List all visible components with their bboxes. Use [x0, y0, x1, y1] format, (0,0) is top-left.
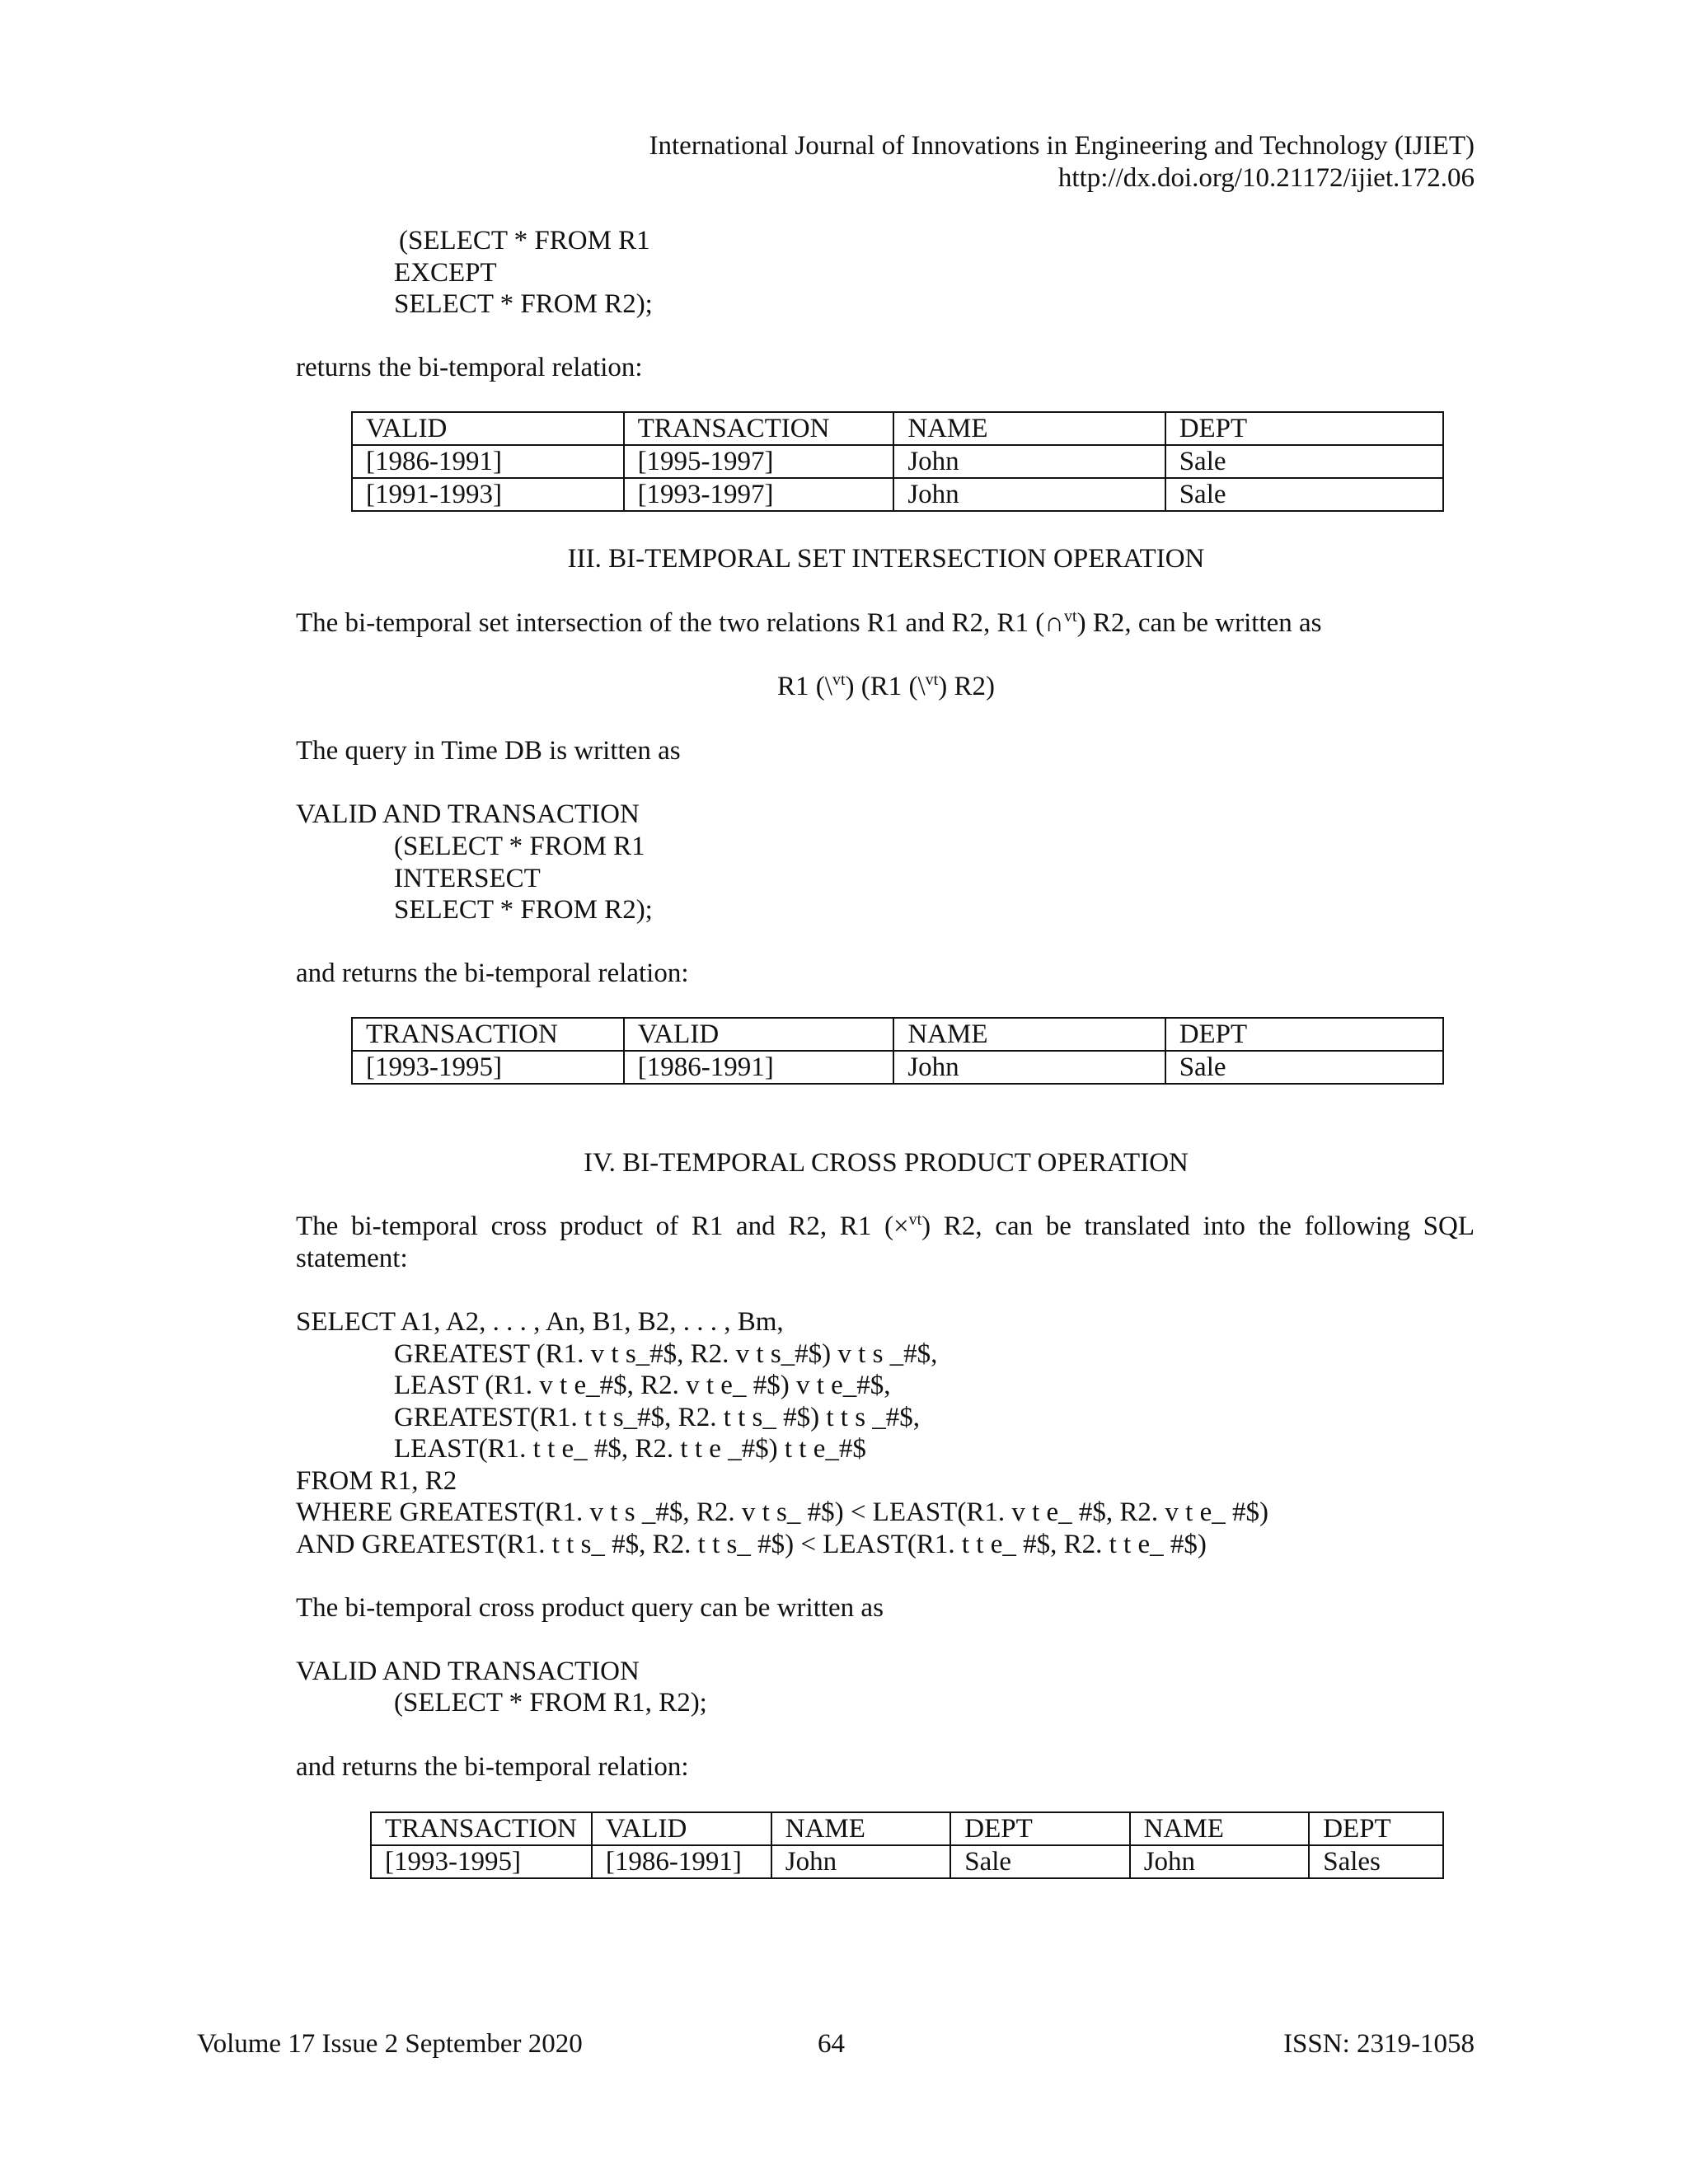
code-line: EXCEPT	[394, 258, 497, 288]
table-header-cell: VALID	[592, 1812, 771, 1845]
paragraph-text: The bi-temporal cross product of R1 and R2, R1 (×$^{vt}$) R2, can be translated into the following SQL	[296, 1211, 1475, 1241]
code-line: VALID AND TRANSACTION	[296, 1657, 640, 1686]
table-cell: John	[771, 1845, 951, 1878]
footer-issn: ISSN: 2319-1058	[1283, 2029, 1475, 2059]
table-cell: Sales	[1309, 1845, 1443, 1878]
table-cell: John	[893, 445, 1165, 478]
bitemporal-table-except	[351, 411, 1444, 512]
table-row	[352, 478, 1443, 511]
table-row	[352, 1051, 1443, 1084]
table-header-cell: VALID	[352, 412, 624, 445]
table-header-cell: VALID	[624, 1018, 894, 1051]
table-cell: [1986-1991]	[352, 445, 624, 478]
doi-link[interactable]: http://dx.doi.org/10.21172/ijiet.172.06	[1057, 163, 1475, 193]
code-line: VALID AND TRANSACTION	[296, 799, 640, 829]
table-row	[371, 1845, 1443, 1878]
sql-line: LEAST (R1. v t e_#$, R2. v t e_ #$) v t e_#$,	[394, 1371, 891, 1400]
journal-title: International Journal of Innovations in Engineering and Technology (IJIET)	[649, 131, 1475, 161]
table-header-cell: NAME	[893, 1018, 1165, 1051]
paragraph-text: The bi-temporal cross product query can be written as	[296, 1593, 884, 1623]
bitemporal-table-cross-product	[370, 1811, 1444, 1879]
sql-line: LEAST(R1. t t e_ #$, R2. t t e _#$) t t e_#$	[394, 1434, 866, 1464]
table-cell: John	[893, 1051, 1165, 1084]
table-cell: [1986-1991]	[592, 1845, 771, 1878]
table-cell: Sale	[1165, 478, 1443, 511]
table-cell: [1993-1995]	[352, 1051, 624, 1084]
table-header-cell: NAME	[771, 1812, 951, 1845]
footer-page-number: 64	[818, 2029, 845, 2059]
code-line: (SELECT * FROM R1	[399, 226, 650, 255]
code-line: INTERSECT	[394, 864, 541, 893]
table-header-cell: DEPT	[1309, 1812, 1443, 1845]
table-header-cell: TRANSACTION	[352, 1018, 624, 1051]
table-header-cell: NAME	[1130, 1812, 1310, 1845]
sql-line: WHERE GREATEST(R1. v t s _#$, R2. v t s_ #$) < LEAST(R1. v t e_ #$, R2. v t e_ #$)	[296, 1497, 1268, 1527]
code-line: SELECT * FROM R2);	[394, 289, 653, 319]
code-line: (SELECT * FROM R1	[394, 832, 645, 861]
paragraph-text: returns the bi-temporal relation:	[296, 353, 643, 382]
paragraph-text: The query in Time DB is written as	[296, 736, 681, 766]
table-cell: Sale	[1165, 445, 1443, 478]
table-header-cell: TRANSACTION	[624, 412, 894, 445]
table-cell: [1986-1991]	[624, 1051, 894, 1084]
section-heading: IV. BI-TEMPORAL CROSS PRODUCT OPERATION	[584, 1148, 1189, 1178]
table-cell: Sale	[1165, 1051, 1443, 1084]
table-header-row	[371, 1812, 1443, 1845]
sql-line: GREATEST (R1. v t s_#$, R2. v t s_#$) v t s _#$,	[394, 1339, 938, 1369]
table-cell: [1991-1993]	[352, 478, 624, 511]
paragraph-text: and returns the bi-temporal relation:	[296, 958, 689, 988]
paragraph-text: The bi-temporal set intersection of the two relations R1 and R2, R1 (∩$^{vt}$) R2, can be written as	[296, 607, 1322, 638]
table-header-cell: DEPT	[1165, 1018, 1443, 1051]
table-header-row	[352, 1018, 1443, 1051]
bitemporal-table-intersect	[351, 1017, 1444, 1085]
table-cell: [1995-1997]	[624, 445, 894, 478]
footer-volume: Volume 17 Issue 2 September 2020	[197, 2029, 583, 2059]
table-cell: [1993-1997]	[624, 478, 894, 511]
table-cell: [1993-1995]	[371, 1845, 592, 1878]
table-cell: John	[1130, 1845, 1310, 1878]
table-header-cell: TRANSACTION	[371, 1812, 592, 1845]
sql-line: SELECT A1, A2, . . . , An, B1, B2, . . . , Bm,	[296, 1307, 784, 1337]
paragraph-text: and returns the bi-temporal relation:	[296, 1752, 689, 1782]
sql-line: AND GREATEST(R1. t t s_ #$, R2. t t s_ #$) < LEAST(R1. t t e_ #$, R2. t t e_ #$)	[296, 1530, 1207, 1559]
code-line: (SELECT * FROM R1, R2);	[394, 1688, 707, 1718]
sql-line: GREATEST(R1. t t s_#$, R2. t t s_ #$) t t s _#$,	[394, 1403, 921, 1432]
formula: R1 (\$^{vt}$) (R1 (\$^{vt}$) R2)	[777, 671, 995, 701]
table-header-cell: DEPT	[950, 1812, 1129, 1845]
section-heading: III. BI-TEMPORAL SET INTERSECTION OPERATION	[567, 544, 1205, 574]
paragraph-text: statement:	[296, 1244, 408, 1273]
table-cell: John	[893, 478, 1165, 511]
code-line: SELECT * FROM R2);	[394, 895, 653, 925]
table-header-row	[352, 412, 1443, 445]
table-header-cell: DEPT	[1165, 412, 1443, 445]
table-cell: Sale	[950, 1845, 1129, 1878]
table-row	[352, 445, 1443, 478]
sql-line: FROM R1, R2	[296, 1466, 457, 1496]
table-header-cell: NAME	[893, 412, 1165, 445]
